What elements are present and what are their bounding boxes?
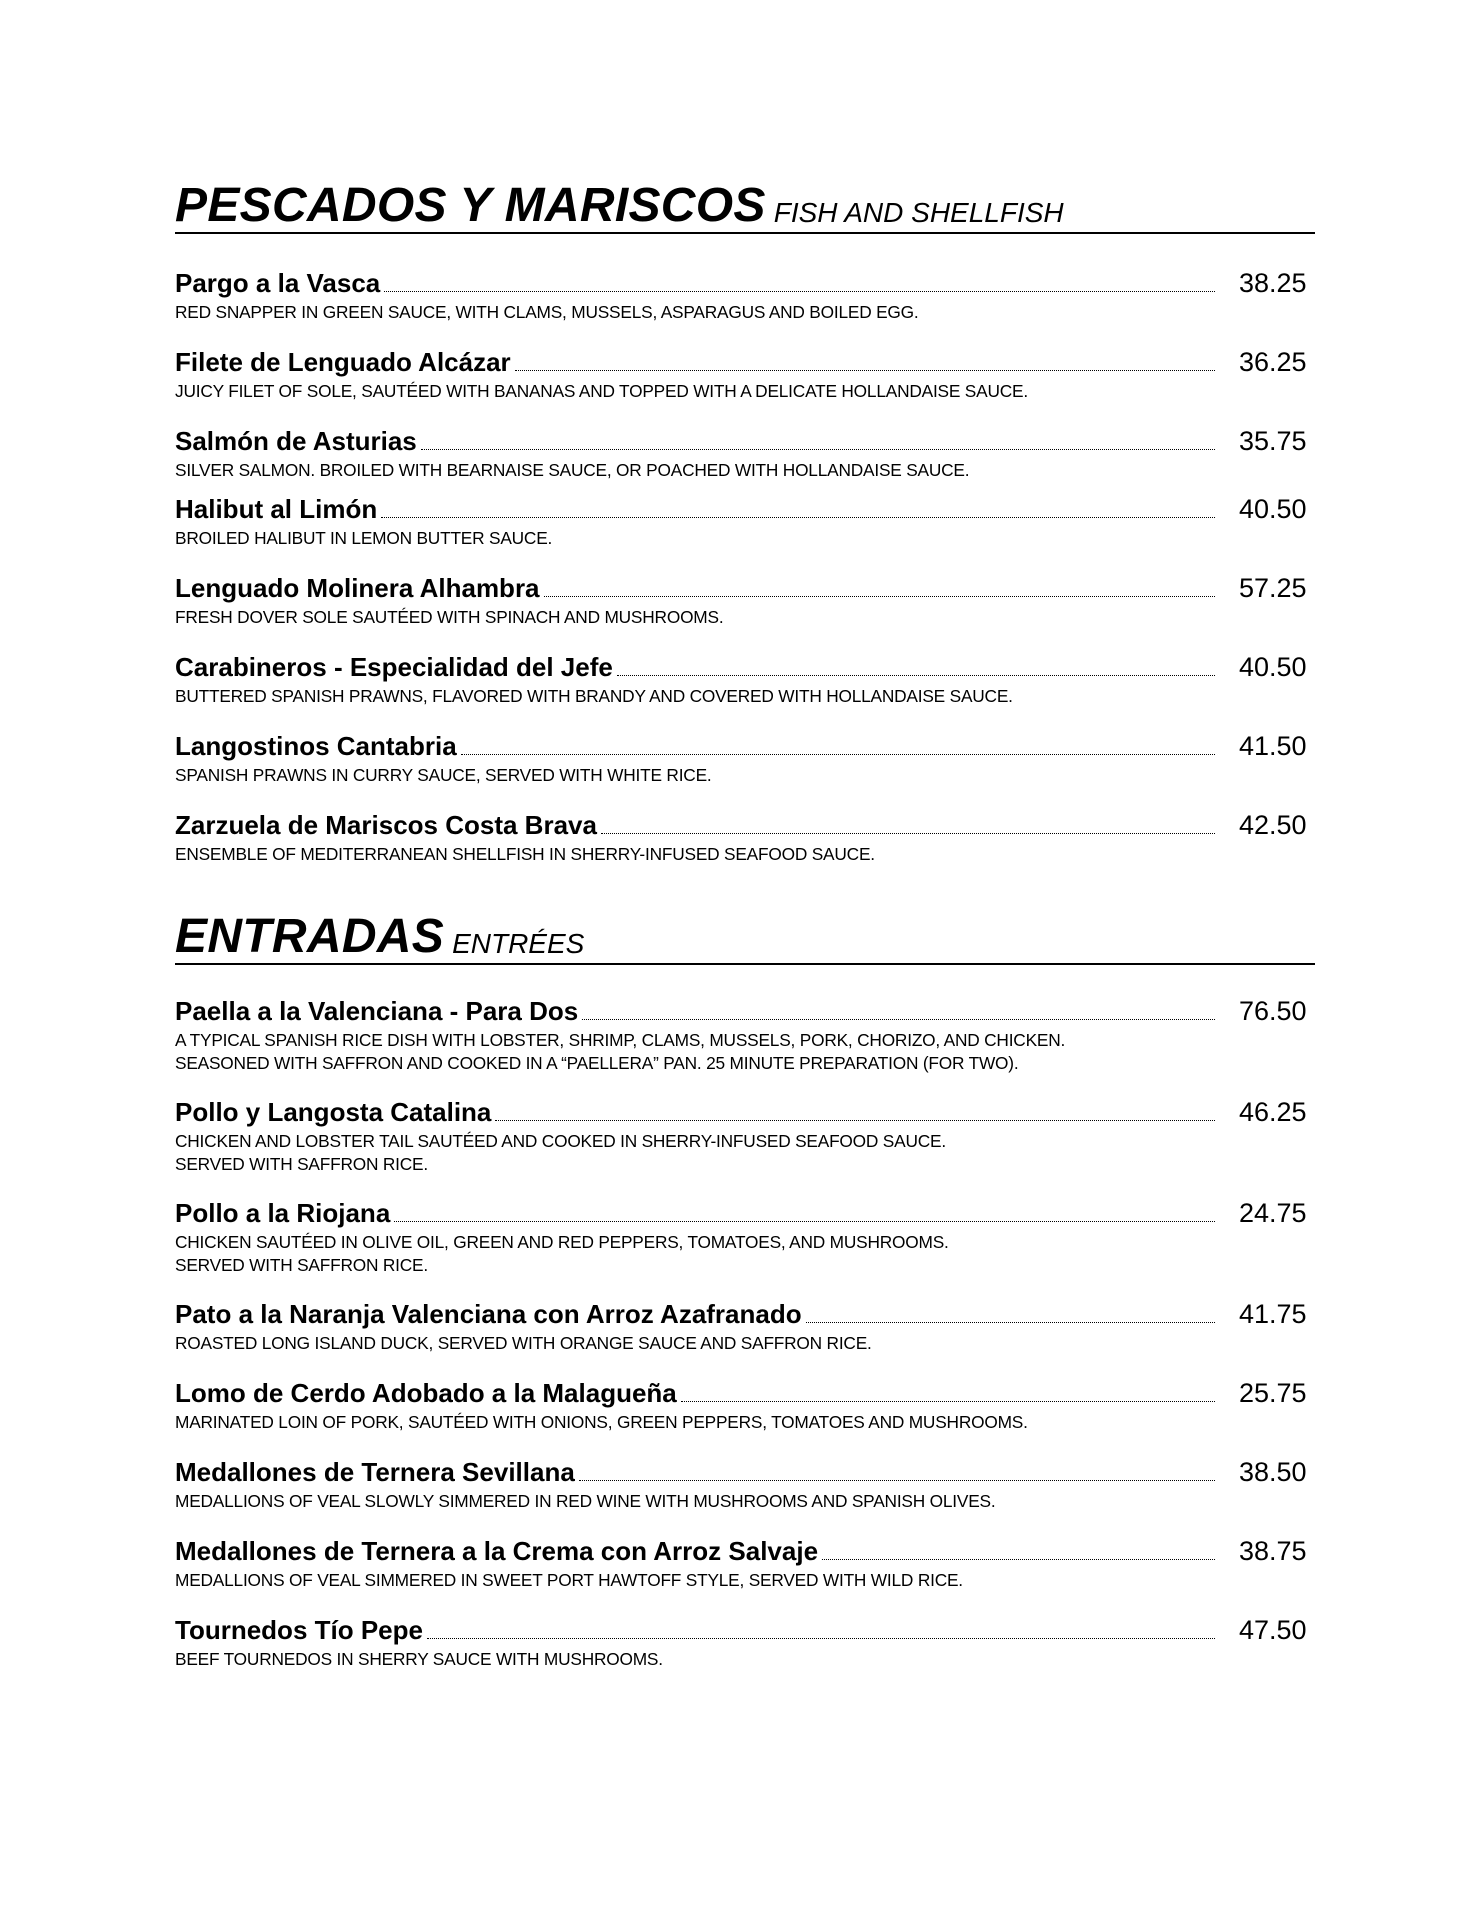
item-name: Lenguado Molinera Alhambra xyxy=(175,573,540,603)
item-description: ENSEMBLE OF MEDITERRANEAN SHELLFISH IN SHERRY-INFUSED SEAFOOD SAUCE. xyxy=(175,844,875,864)
item-description: RED SNAPPER IN GREEN SAUCE, WITH CLAMS, MUSSELS, ASPARAGUS AND BOILED EGG. xyxy=(175,302,919,322)
menu-item xyxy=(175,730,1315,787)
menu-item xyxy=(175,1096,1315,1176)
item-description: MEDALLIONS OF VEAL SLOWLY SIMMERED IN RED WINE WITH MUSHROOMS AND SPANISH OLIVES. xyxy=(175,1491,996,1511)
item-description: FRESH DOVER SOLE SAUTÉED WITH SPINACH AND MUSHROOMS. xyxy=(175,607,724,627)
item-name: Medallones de Ternera Sevillana xyxy=(175,1457,575,1487)
menu-item xyxy=(175,1298,1315,1355)
dot-leader xyxy=(421,448,1215,450)
item-name: Zarzuela de Mariscos Costa Brava xyxy=(175,810,597,840)
section-header-entrees xyxy=(175,903,1315,965)
dot-leader xyxy=(427,1637,1215,1639)
item-price: 42.50 xyxy=(1239,810,1307,840)
menu-item xyxy=(175,1535,1315,1592)
item-name: Pollo a la Riojana xyxy=(175,1198,391,1228)
item-description: MEDALLIONS OF VEAL SIMMERED IN SWEET PORT HAWTOFF STYLE, SERVED WITH WILD RICE. xyxy=(175,1570,963,1590)
dot-leader xyxy=(806,1321,1215,1323)
dot-leader xyxy=(394,1220,1215,1222)
item-price: 76.50 xyxy=(1239,996,1307,1026)
dot-leader xyxy=(495,1119,1215,1121)
menu-item xyxy=(175,1456,1315,1513)
item-description: SILVER SALMON. BROILED WITH BEARNAISE SAUCE, OR POACHED WITH HOLLANDAISE SAUCE. xyxy=(175,460,970,480)
item-description: ROASTED LONG ISLAND DUCK, SERVED WITH ORANGE SAUCE AND SAFFRON RICE. xyxy=(175,1333,872,1353)
section-title-es: PESCADOS Y MARISCOS xyxy=(175,179,766,232)
menu-item xyxy=(175,572,1315,629)
dot-leader xyxy=(384,290,1215,292)
menu-item xyxy=(175,1377,1315,1434)
item-price: 24.75 xyxy=(1239,1198,1307,1228)
menu-item xyxy=(175,346,1315,403)
item-price: 40.50 xyxy=(1239,494,1307,524)
section-header-fish xyxy=(175,172,1315,234)
dot-leader xyxy=(381,516,1215,518)
item-price: 38.75 xyxy=(1239,1536,1307,1566)
item-name: Salmón de Asturias xyxy=(175,426,417,456)
dot-leader xyxy=(579,1479,1215,1481)
menu-item xyxy=(175,1614,1315,1671)
menu-item xyxy=(175,651,1315,708)
item-name: Lomo de Cerdo Adobado a la Malagueña xyxy=(175,1378,677,1408)
section-title-en: ENTRÉES xyxy=(452,928,585,959)
dot-leader xyxy=(544,595,1215,597)
item-price: 57.25 xyxy=(1239,573,1307,603)
section-title-en: FISH AND SHELLFISH xyxy=(773,197,1064,228)
item-name: Tournedos Tío Pepe xyxy=(175,1615,423,1645)
item-name: Pollo y Langosta Catalina xyxy=(175,1097,492,1127)
menu-item xyxy=(175,1197,1315,1277)
item-description: A TYPICAL SPANISH RICE DISH WITH LOBSTER, SHRIMP, CLAMS, MUSSELS, PORK, CHORIZO, AND CHICKEN. SEASONED WITH SAFFRON AND COOKED IN A “PAELLERA” PAN. 25 MINUTE PREPARATION (FOR TWO). xyxy=(175,1030,1066,1073)
item-name: Carabineros - Especialidad del Jefe xyxy=(175,652,613,682)
item-name: Medallones de Ternera a la Crema con Arroz Salvaje xyxy=(175,1536,819,1566)
item-name: Langostinos Cantabria xyxy=(175,731,457,761)
menu-item xyxy=(175,425,1315,482)
dot-leader xyxy=(681,1400,1215,1402)
dot-leader xyxy=(601,832,1215,834)
item-description: BUTTERED SPANISH PRAWNS, FLAVORED WITH BRANDY AND COVERED WITH HOLLANDAISE SAUCE. xyxy=(175,686,1013,706)
item-name: Pargo a la Vasca xyxy=(175,268,381,298)
item-price: 36.25 xyxy=(1239,347,1307,377)
menu-item xyxy=(175,995,1315,1075)
item-price: 25.75 xyxy=(1239,1378,1307,1408)
item-price: 46.25 xyxy=(1239,1097,1307,1127)
item-price: 40.50 xyxy=(1239,652,1307,682)
dot-leader xyxy=(461,753,1215,755)
item-description: BEEF TOURNEDOS IN SHERRY SAUCE WITH MUSHROOMS. xyxy=(175,1649,663,1669)
item-price: 38.25 xyxy=(1239,268,1307,298)
dot-leader xyxy=(822,1558,1215,1560)
dot-leader xyxy=(515,369,1215,371)
item-description: SPANISH PRAWNS IN CURRY SAUCE, SERVED WITH WHITE RICE. xyxy=(175,765,712,785)
section-title-es: ENTRADAS xyxy=(175,910,445,963)
dot-leader xyxy=(582,1018,1215,1020)
menu-item xyxy=(175,809,1315,866)
item-name: Pato a la Naranja Valenciana con Arroz Azafranado xyxy=(175,1299,802,1329)
item-price: 38.50 xyxy=(1239,1457,1307,1487)
item-description: BROILED HALIBUT IN LEMON BUTTER SAUCE. xyxy=(175,528,553,548)
item-description: MARINATED LOIN OF PORK, SAUTÉED WITH ONIONS, GREEN PEPPERS, TOMATOES AND MUSHROOMS. xyxy=(175,1412,1028,1432)
item-price: 41.50 xyxy=(1239,731,1307,761)
item-name: Filete de Lenguado Alcázar xyxy=(175,347,511,377)
item-description: CHICKEN SAUTÉED IN OLIVE OIL, GREEN AND RED PEPPERS, TOMATOES, AND MUSHROOMS. SERVED WITH SAFFRON RICE. xyxy=(175,1232,949,1275)
item-price: 35.75 xyxy=(1239,426,1307,456)
menu-item xyxy=(175,493,1315,550)
dot-leader xyxy=(617,674,1215,676)
item-description: CHICKEN AND LOBSTER TAIL SAUTÉED AND COOKED IN SHERRY-INFUSED SEAFOOD SAUCE. SERVED WITH SAFFRON RICE. xyxy=(175,1131,946,1174)
item-price: 47.50 xyxy=(1239,1615,1307,1645)
item-price: 41.75 xyxy=(1239,1299,1307,1329)
item-description: JUICY FILET OF SOLE, SAUTÉED WITH BANANAS AND TOPPED WITH A DELICATE HOLLANDAISE SAUCE. xyxy=(175,381,1028,401)
menu-item xyxy=(175,267,1315,324)
item-name: Paella a la Valenciana - Para Dos xyxy=(175,996,579,1026)
item-name: Halibut al Limón xyxy=(175,494,378,524)
